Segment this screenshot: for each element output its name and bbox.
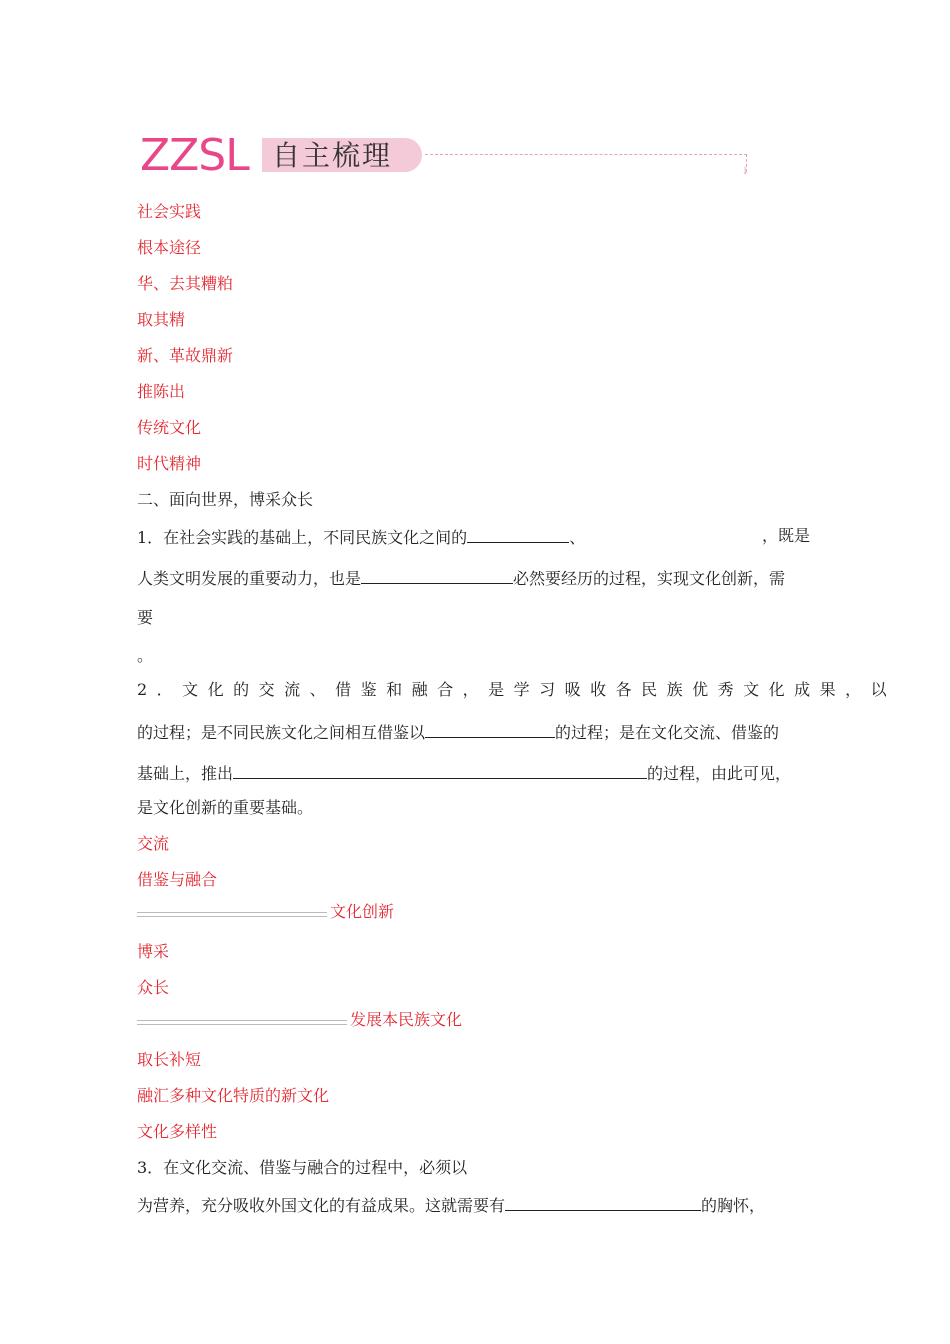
answer-line: 华、去其糟粕 — [137, 274, 234, 293]
question-2-line-3 — [137, 762, 791, 784]
q1-text-b: 、 — [569, 528, 586, 547]
down-arrow-icon: ↓ — [741, 166, 750, 177]
answer-line: 时代精神 — [137, 454, 202, 473]
answer-line: 取长补短 — [137, 1050, 202, 1069]
q1-text-d: 人类文明发展的重要动力，也是 — [137, 569, 362, 588]
q2-text-f: 是文化创新的重要基础。 — [137, 798, 314, 817]
answer-line: 融汇多种文化特质的新文化 — [137, 1086, 330, 1105]
answer-line: 社会实践 — [137, 202, 202, 221]
answer-line: 博采 — [137, 942, 170, 961]
fill-blank — [361, 567, 513, 584]
q3-text-a: 3．在文化交流、借鉴与融合的过程中，必须以 — [137, 1158, 468, 1177]
section-banner — [140, 132, 760, 180]
answer-line: 发展本民族文化 — [350, 1010, 463, 1029]
q2-text-d: 基础上，推出 — [137, 764, 234, 783]
banner-title: 自主梳理 — [272, 139, 393, 172]
fill-blank — [425, 721, 555, 738]
question-1-line-1 — [137, 526, 585, 548]
fill-blank — [505, 1194, 701, 1211]
question-2-line-2 — [137, 721, 779, 743]
answer-line: 传统文化 — [137, 418, 202, 437]
question-3-line-2 — [137, 1194, 765, 1216]
answer-line: 文化创新 — [330, 902, 395, 921]
banner-tag — [262, 138, 422, 172]
q2-text-b: 的过程；是不同民族文化之间相互借鉴以 — [137, 723, 426, 742]
fill-blank — [233, 762, 647, 779]
q2-text-c: 的过程；是在文化交流、借鉴的 — [555, 723, 780, 742]
answer-line: 根本途径 — [137, 238, 202, 257]
fill-blank — [467, 526, 569, 543]
q3-text-b: 为营养，充分吸收外国文化的有益成果。这就需要有 — [137, 1196, 506, 1215]
double-underline — [137, 912, 327, 917]
q1-text-a: 1．在社会实践的基础上，不同民族文化之间的 — [137, 528, 468, 547]
answer-line: 文化多样性 — [137, 1122, 218, 1141]
q1-text-f: 要 — [137, 608, 154, 627]
q3-text-c: 的胸怀， — [701, 1196, 766, 1215]
q1-text-c: ，既是 — [762, 526, 811, 545]
answer-line: 借鉴与融合 — [137, 870, 218, 889]
section-heading: 二、面向世界，博采众长 — [137, 490, 314, 509]
answer-line: 取其精 — [137, 310, 186, 329]
question-1-line-2 — [137, 567, 785, 589]
q1-text-g: 。 — [137, 646, 154, 665]
q2-text-a: 2．文化的交流、借鉴和融合，是学习吸收各民族优秀文化成果，以 — [137, 680, 897, 699]
answer-line: 新、革故鼎新 — [137, 346, 234, 365]
double-underline — [137, 1020, 347, 1025]
banner-dashed-line — [425, 154, 747, 155]
answer-line: 众长 — [137, 978, 170, 997]
banner-logo: ZZSL — [140, 130, 249, 181]
answer-line: 交流 — [137, 834, 170, 853]
answer-line: 推陈出 — [137, 382, 186, 401]
q1-text-e: 必然要经历的过程，实现文化创新，需 — [513, 569, 786, 588]
q2-text-e: 的过程，由此可见， — [647, 764, 792, 783]
